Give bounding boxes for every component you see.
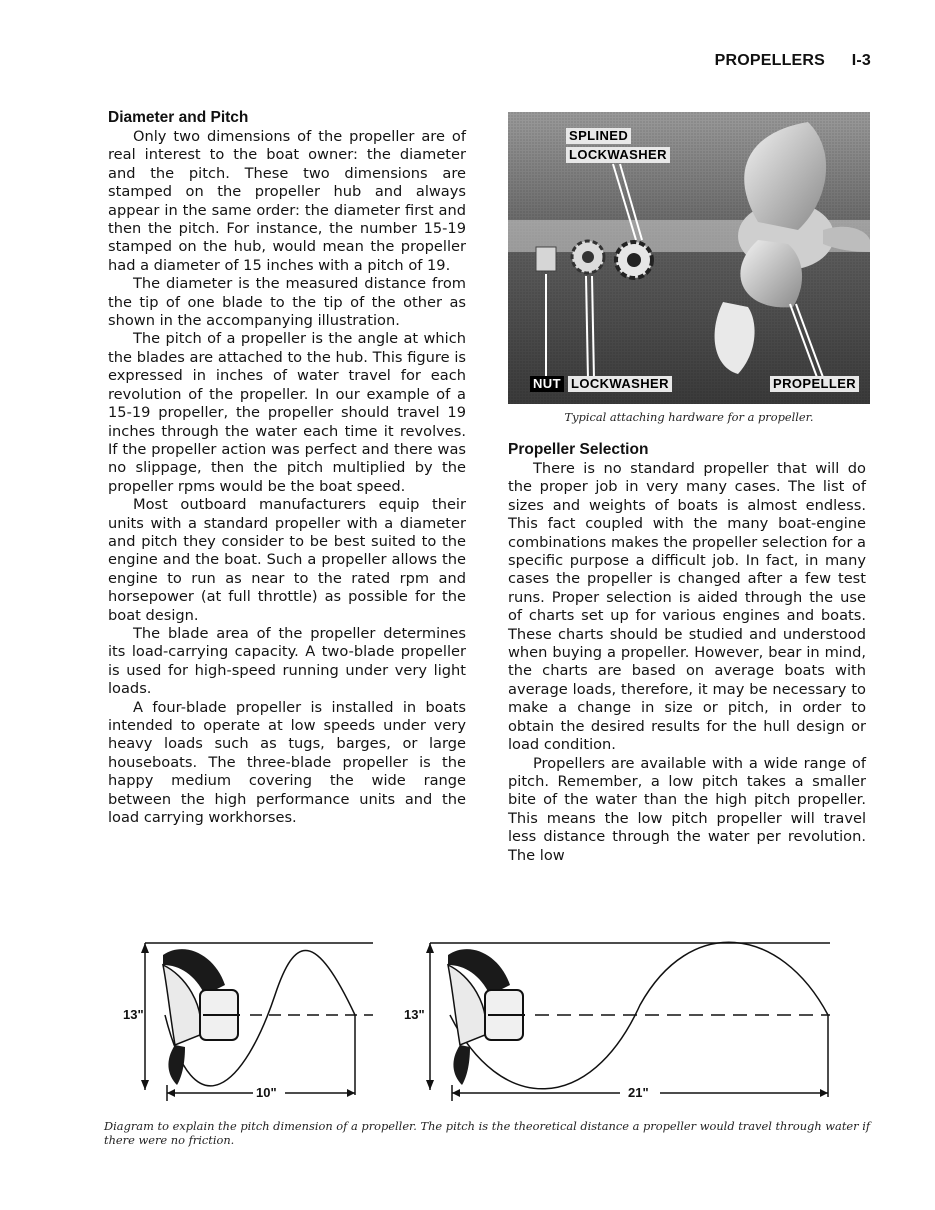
pitch-diagram-high-drawing	[400, 935, 845, 1110]
label-lockwasher-bottom: LOCKWASHER	[568, 376, 672, 392]
hardware-photo	[508, 112, 870, 404]
section-heading-diameter-pitch: Diameter and Pitch	[108, 109, 249, 126]
paragraph: Most outboard manufacturers equip their units with a standard propeller with a diameter and pitch they consider to be best suited to the engine and the boat. Such a propeller allows the engine to run as near to the rated rpm and horsepower (at full throttle) as possible for the boat design.	[108, 496, 466, 624]
photo-caption: Typical attaching hardware for a propeller.	[564, 410, 814, 424]
right-column	[508, 440, 866, 865]
pitch-diagram-low-drawing	[115, 935, 385, 1110]
pitch-label-high: 21"	[628, 1085, 649, 1100]
paragraph: The pitch of a propeller is the angle at which the blades are attached to the hub. This figure is expressed in inches of water travel for each revolution of the propeller. In our example of a 15-19 propeller, the propeller should travel 19 inches through the water each time it revolves. If the propeller action was perfect and there was no slippage, then the pitch multiplied by the propeller rpms would be the boat speed.	[108, 330, 466, 495]
section-title: PROPELLERS	[714, 52, 826, 69]
paragraph: Propellers are available with a wide range of pitch. Remember, a low pitch takes a smaller bite of the water than the high pitch propeller. This means the low pitch propeller will travel less distance through the water per revolution. The low	[508, 754, 866, 864]
label-nut: NUT	[530, 376, 564, 392]
propeller-icon	[163, 949, 240, 1085]
label-propeller: PROPELLER	[770, 376, 859, 392]
paragraph: The blade area of the propeller determines its load-carrying capacity. A two-blade propeller is used for high-speed running under very light loads.	[108, 624, 466, 698]
paragraph: There is no standard propeller that will do the proper job in very many cases. The list of sizes and weights of boats is almost endless. This fact coupled with the many boat-engine combinations makes the propeller selection for a specific purpose a difficult job. In fact, in many cases the propeller is changed after a few test runs. Proper selection is aided through the use of charts set up for various engines and boats. These charts should be studied and understood when buying a propeller. However, bear in mind, the charts are based on average boats with average loads, therefore, it may be necessary to make a change in size or pitch, in order to obtain the desired results for the hull design or load condition.	[508, 460, 866, 754]
paragraph: A four-blade propeller is installed in boats intended to operate at low speeds under very heavy loads such as tugs, barges, or large houseboats. The three-blade propeller is the happy medium covering the wide range between the high performance units and the load carrying workhorses.	[108, 698, 466, 827]
label-splined: SPLINED	[566, 128, 631, 144]
pitch-diagram-low	[115, 935, 385, 1110]
diagram-caption: Diagram to explain the pitch dimension of a propeller. The pitch is the theoretical distance a propeller would travel through water if there were no friction.	[104, 1119, 871, 1147]
left-column	[108, 108, 466, 827]
paragraph: Only two dimensions of the propeller are of real interest to the boat owner: the diameter and the pitch. These two dimensions are stamped on the propeller hub and always appear in the same order: the diameter first and then the pitch. For instance, the number 15-19 stamped on the hub, would mean the propeller had a diameter of 15 inches with a pitch of 19.	[108, 128, 466, 274]
diameter-label-low: 13"	[123, 1007, 144, 1022]
diameter-label-high: 13"	[404, 1007, 425, 1022]
label-lockwasher-top: LOCKWASHER	[566, 147, 670, 163]
section-heading-propeller-selection: Propeller Selection	[508, 441, 649, 458]
running-header	[715, 52, 871, 70]
hardware-photo-illustration	[508, 112, 870, 404]
page-number: I-3	[851, 52, 871, 69]
pitch-label-low: 10"	[256, 1085, 277, 1100]
paragraph: The diameter is the measured distance from the tip of one blade to the tip of the other as shown in the accompanying illustration.	[108, 275, 466, 330]
pitch-diagram-high	[400, 935, 845, 1110]
